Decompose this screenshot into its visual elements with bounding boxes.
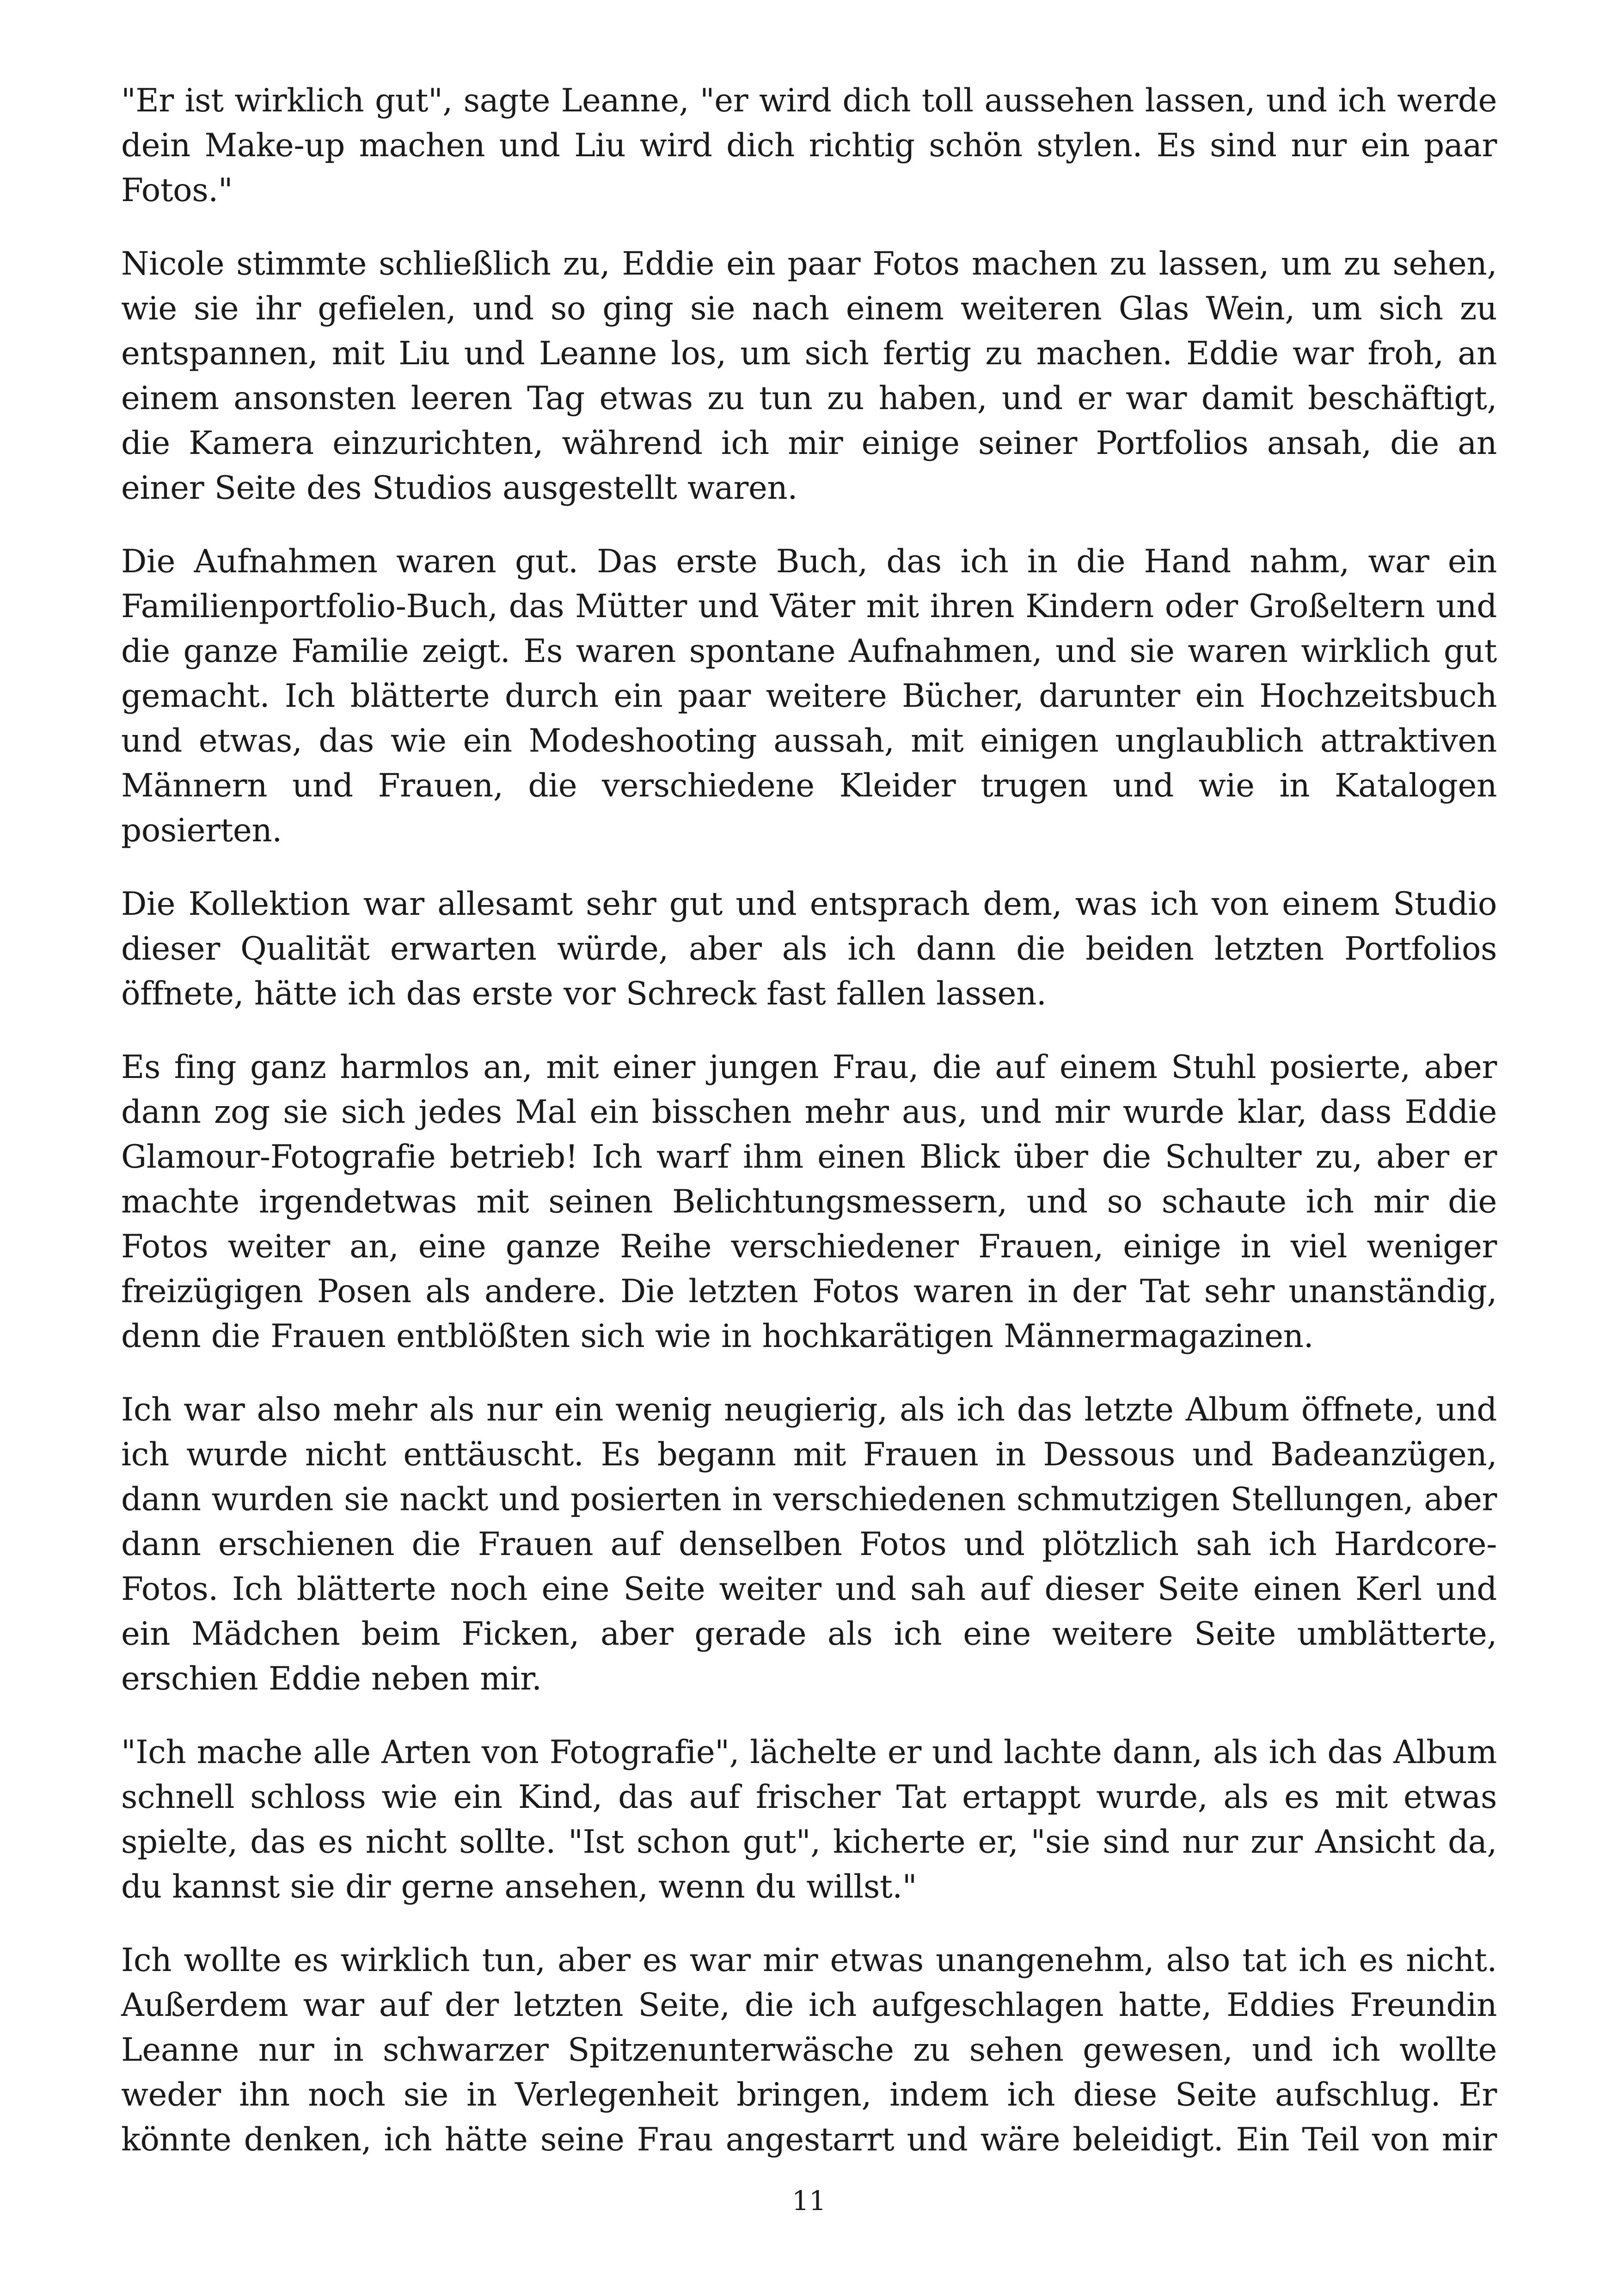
paragraph: Ich wollte es wirklich tun, aber es war mir etwas unangenehm, also tat ich es nicht. Außerdem war auf der letzten Seite, die ich aufgeschlagen hatte, Eddies Freundin Leanne nur in schwarzer Spitzenunterwäsche zu sehen gewesen, und ich wollte weder ihn noch sie in Verlegenheit bringen, indem ich diese Seite aufschlug. Er könnte denken, ich hätte seine Frau angestarrt und wäre beleidigt. Ein Teil von mir [121,1942,1497,2158]
paragraph: Es fing ganz harmlos an, mit einer jungen Frau, die auf einem Stuhl posierte, aber dann zog sie sich jedes Mal ein bisschen mehr aus, und mir wurde klar, dass Eddie Glamour-Fotografie betrieb! Ich warf ihm einen Blick über die Schulter zu, aber er machte irgendetwas mit seinen Belichtungsmessern, und so schaute ich mir die Fotos weiter an, eine ganze Reihe verschiedener Frauen, einige in viel weniger freizügigen Posen als andere. Die letzten Fotos waren in der Tat sehr unanständig, denn die Frauen entblößten sich wie in hochkarätigen Männermagazinen. [121,1049,1497,1355]
page-number: 11 [792,2185,826,2216]
paragraph: Die Aufnahmen waren gut. Das erste Buch, das ich in die Hand nahm, war ein Familienportfolio-Buch, das Mütter und Väter mit ihren Kindern oder Großeltern und die ganze Familie zeigt. Es waren spontane Aufnahmen, und sie waren wirklich gut gemacht. Ich blätterte durch ein paar weitere Bücher, darunter ein Hochzeitsbuch und etwas, das wie ein Modeshooting aussah, mit einigen unglaublich attraktiven Männern und Frauen, die verschiedene Kleider trugen und wie in Katalogen posierten. [121,543,1497,849]
paragraph: Nicole stimmte schließlich zu, Eddie ein paar Fotos machen zu lassen, um zu sehen, wie sie ihr gefielen, und so ging sie nach einem weiteren Glas Wein, um sich zu entspannen, mit Liu und Leanne los, um sich fertig zu machen. Eddie war froh, an einem ansonsten leeren Tag etwas zu tun zu haben, und er war damit beschäftigt, die Kamera einzurichten, während ich mir einige seiner Portfolios ansah, die an einer Seite des Studios ausgestellt waren. [121,245,1497,507]
paragraph: "Ich mache alle Arten von Fotografie", lächelte er und lachte dann, als ich das Album schnell schloss wie ein Kind, das auf frischer Tat ertappt wurde, als es mit etwas spielte, das es nicht sollte. "Ist schon gut", kicherte er, "sie sind nur zur Ansicht da, du kannst sie dir gerne ansehen, wenn du willst." [121,1734,1497,1905]
body-text [121,79,1497,2162]
paragraph: "Er ist wirklich gut", sagte Leanne, "er wird dich toll aussehen lassen, und ich werde dein Make-up machen und Liu wird dich richtig schön stylen. Es sind nur ein paar Fotos." [121,82,1497,209]
paragraph: Die Kollektion war allesamt sehr gut und entsprach dem, was ich von einem Studio dieser Qualität erwarten würde, aber als ich dann die beiden letzten Portfolios öffnete, hätte ich das erste vor Schreck fast fallen lassen. [121,886,1497,1012]
paragraph: Ich war also mehr als nur ein wenig neugierig, als ich das letzte Album öffnete, und ich wurde nicht enttäuscht. Es begann mit Frauen in Dessous und Badeanzügen, dann wurden sie nackt und posierten in verschiedenen schmutzigen Stellungen, aber dann erschienen die Frauen auf denselben Fotos und plötzlich sah ich Hardcore-Fotos. Ich blätterte noch eine Seite weiter und sah auf dieser Seite einen Kerl und ein Mädchen beim Ficken, aber gerade als ich eine weitere Seite umblätterte, erschien Eddie neben mir. [121,1391,1497,1697]
